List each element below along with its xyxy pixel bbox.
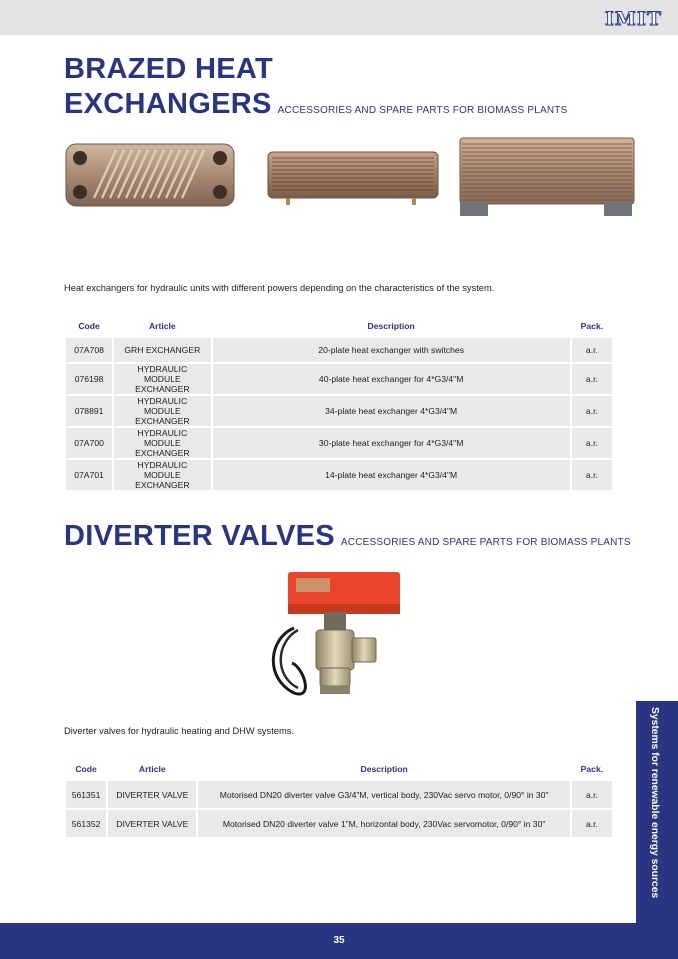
sidebar-tab [636,701,678,923]
cell-code: 078891 [66,396,112,426]
cell-article: HYDRAULIC MODULE EXCHANGER [114,364,210,394]
page-number: 35 [333,935,345,946]
cell-code: 07A701 [66,460,112,490]
table-row [66,460,612,490]
header-pack: Pack. [572,316,612,336]
header-description: Description [213,316,570,336]
table-row [66,364,612,394]
cell-article: DIVERTER VALVE [108,810,196,837]
brand-logo: IMIT [605,8,662,30]
heat-exchanger-table [64,314,614,492]
table-row [66,810,612,837]
section1-title-line1: BRAZED HEAT [64,53,273,85]
cell-pack: a.r. [572,428,612,458]
section1-title [64,88,567,127]
diverter-valve-table [64,757,614,839]
section1-intro: Heat exchangers for hydraulic units with different powers depending on the characteristics of the system. [64,283,495,293]
cell-description: Motorised DN20 diverter valve G3/4"M, vertical body, 230Vac servo motor, 0/90° in 30" [198,781,569,808]
section1-subtitle: ACCESSORIES AND SPARE PARTS FOR BIOMASS PLANTS [277,105,568,116]
section2-title [64,520,631,559]
heat-exchanger-image-1 [64,140,238,210]
heat-exchanger-image-3 [458,136,636,222]
cell-pack: a.r. [572,460,612,490]
cell-code: 076198 [66,364,112,394]
cell-pack: a.r. [572,338,612,362]
section2-intro: Diverter valves for hydraulic heating and DHW systems. [64,726,294,736]
cell-article: GRH EXCHANGER [114,338,210,362]
sidebar-label: Systems for renewable energy sources [649,707,660,899]
cell-description: 34-plate heat exchanger 4*G3/4"M [213,396,570,426]
cell-article: HYDRAULIC MODULE EXCHANGER [114,460,210,490]
cell-code: 561351 [66,781,106,808]
table-header [66,759,612,779]
header-article: Article [108,759,196,779]
footer [0,923,678,959]
cell-article: HYDRAULIC MODULE EXCHANGER [114,428,210,458]
header-pack: Pack. [572,759,612,779]
cell-description: 14-plate heat exchanger 4*G3/4"M [213,460,570,490]
heat-exchanger-image-2 [266,150,440,206]
section2-title-text: DIVERTER VALVES [64,520,335,552]
cell-description: 40-plate heat exchanger for 4*G3/4"M [213,364,570,394]
top-bar [0,0,678,35]
cell-article: HYDRAULIC MODULE EXCHANGER [114,396,210,426]
cell-pack: a.r. [572,810,612,837]
cell-description: 30-plate heat exchanger for 4*G3/4"M [213,428,570,458]
header-article: Article [114,316,210,336]
cell-code: 07A700 [66,428,112,458]
cell-code: 561352 [66,810,106,837]
cell-article: DIVERTER VALVE [108,781,196,808]
table-header [66,316,612,336]
cell-description: Motorised DN20 diverter valve 1"M, horizontal body, 230Vac servomotor, 0/90° in 30" [198,810,569,837]
cell-pack: a.r. [572,364,612,394]
table-row [66,338,612,362]
header-description: Description [198,759,569,779]
diverter-valve-image [264,568,414,708]
section1-title-line2: EXCHANGERS [64,88,272,120]
table-row [66,428,612,458]
section2-subtitle: ACCESSORIES AND SPARE PARTS FOR BIOMASS PLANTS [340,537,631,548]
header-code: Code [66,759,106,779]
header-code: Code [66,316,112,336]
cell-code: 07A708 [66,338,112,362]
table-row [66,781,612,808]
cell-pack: a.r. [572,781,612,808]
cell-pack: a.r. [572,396,612,426]
cell-description: 20-plate heat exchanger with switches [213,338,570,362]
table-row [66,396,612,426]
